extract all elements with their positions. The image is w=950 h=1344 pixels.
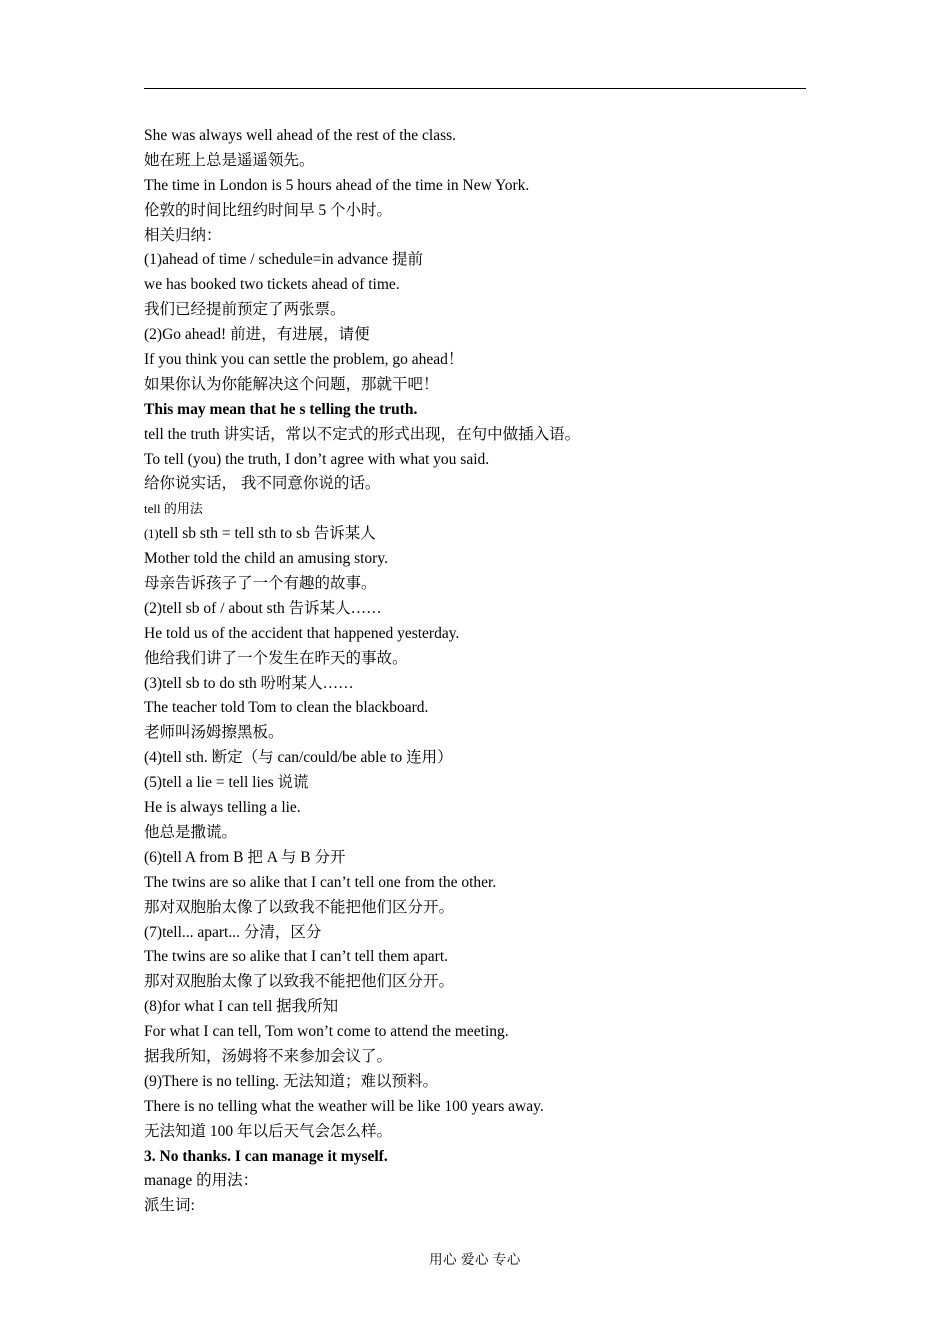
text-line: 如果你认为你能解决这个问题，那就干吧！ xyxy=(144,375,439,393)
text-line: To tell (you) the truth, I don’t agree with what you said. xyxy=(144,450,490,468)
text-line: 母亲告诉孩子了一个有趣的故事。 xyxy=(144,575,377,593)
text-line: (1)ahead of time / schedule=in advance 提前 xyxy=(144,251,424,269)
text-line: This may mean that he s telling the truth. xyxy=(144,400,418,418)
text-line: He told us of the accident that happened yesterday. xyxy=(144,624,460,642)
text-line: (9)There is no telling. 无法知道；难以预料。 xyxy=(144,1072,439,1090)
text-line: 据我所知，汤姆将不来参加会议了。 xyxy=(144,1047,393,1065)
text-line: we has booked two tickets ahead of time. xyxy=(144,276,400,294)
text-line: 伦敦的时间比纽约时间早 5 个小时。 xyxy=(144,201,393,219)
text-line: 那对双胞胎太像了以致我不能把他们区分开。 xyxy=(144,973,455,991)
text-line: 那对双胞胎太像了以致我不能把他们区分开。 xyxy=(144,898,455,916)
text-line: (8)for what I can tell 据我所知 xyxy=(144,998,339,1016)
text-line: The teacher told Tom to clean the blackboard. xyxy=(144,699,429,717)
text-line: 相关归纳： xyxy=(144,226,222,244)
text-line: 无法知道 100 年以后天气会怎么样。 xyxy=(144,1122,393,1140)
text-line: manage 的用法： xyxy=(144,1172,259,1190)
text-line: There is no telling what the weather will be like 100 years away. xyxy=(144,1097,544,1115)
text-line: (2)tell sb of / about sth 告诉某人…… xyxy=(144,599,382,617)
text-line: 我们已经提前预定了两张票。 xyxy=(144,301,346,319)
text-line: (2)Go ahead! 前进，有进展，请便 xyxy=(144,326,370,344)
text-line: (4)tell sth. 断定（与 can/could/be able to 连用） xyxy=(144,749,453,767)
text-line: tell the truth 讲实话，常以不定式的形式出现，在句中做插入语。 xyxy=(144,425,581,443)
text-line: 3. No thanks. I can manage it myself. xyxy=(144,1147,388,1165)
text-line: 老师叫汤姆擦黑板。 xyxy=(144,724,284,742)
text-line: tell 的用法 xyxy=(144,501,203,517)
text-line: 给你说实话， 我不同意你说的话。 xyxy=(144,475,381,493)
text-line xyxy=(144,522,806,547)
header-rule xyxy=(144,88,806,89)
text-line: If you think you can settle the problem, go ahead！ xyxy=(144,351,464,369)
line-text: tell sb sth = tell sth to sb 告诉某人 xyxy=(158,525,376,543)
text-line: 派生词: xyxy=(144,1197,195,1215)
text-line: Mother told the child an amusing story. xyxy=(144,550,388,568)
text-line: For what I can tell, Tom won’t come to attend the meeting. xyxy=(144,1023,509,1041)
text-line: 他总是撒谎。 xyxy=(144,823,238,841)
text-line: (7)tell... apart... 分清，区分 xyxy=(144,923,322,941)
text-line: The twins are so alike that I can’t tell one from the other. xyxy=(144,873,497,891)
list-number: (1) xyxy=(144,527,159,542)
text-line: He is always telling a lie. xyxy=(144,799,301,817)
text-line: 她在班上总是遥遥领先。 xyxy=(144,151,315,169)
text-line: (6)tell A from B 把 A 与 B 分开 xyxy=(144,848,346,866)
text-line: (5)tell a lie = tell lies 说谎 xyxy=(144,774,309,792)
page-footer: 用心 爱心 专心 xyxy=(429,1252,521,1267)
text-line: The time in London is 5 hours ahead of the time in New York. xyxy=(144,176,530,194)
text-line: She was always well ahead of the rest of the class. xyxy=(144,127,457,144)
text-line: 他给我们讲了一个发生在昨天的事故。 xyxy=(144,649,408,667)
text-line: The twins are so alike that I can’t tell them apart. xyxy=(144,948,449,966)
document-body xyxy=(144,124,806,1219)
text-line: (3)tell sb to do sth 吩咐某人…… xyxy=(144,674,354,692)
